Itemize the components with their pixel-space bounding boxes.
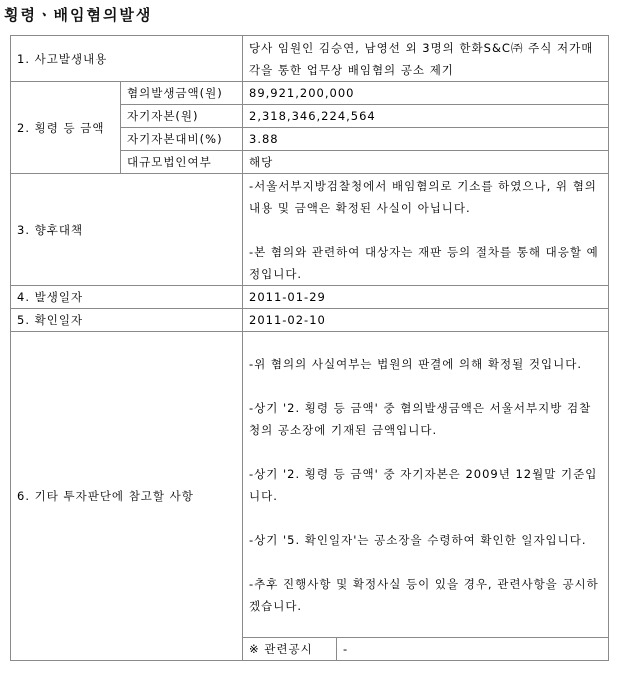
other-para-5: -추후 진행사항 및 확정사실 등이 있을 경우, 관련사항을 공시하겠습니다. xyxy=(249,576,599,613)
suspected-amount-value: 89,921,200,000 xyxy=(243,82,609,105)
measures-label: 3. 향후대책 xyxy=(11,174,243,286)
page-title: 횡령ㆍ배임혐의발생 xyxy=(4,6,153,24)
large-corp-label: 대규모법인여부 xyxy=(121,151,243,174)
row-amount-1 xyxy=(11,82,609,105)
incident-label: 1. 사고발생내용 xyxy=(11,36,243,82)
equity-ratio-value: 3.88 xyxy=(243,128,609,151)
measures-para-2: -본 혐의와 관련하여 대상자는 재판 등의 절차를 통해 대응할 예정입니다. xyxy=(249,244,599,281)
measures-value xyxy=(243,174,609,286)
other-para-1: -위 혐의의 사실여부는 법원의 판결에 의해 확정될 것입니다. xyxy=(249,356,583,371)
occurrence-date-label: 4. 발생일자 xyxy=(11,286,243,309)
confirm-date-value: 2011-02-10 xyxy=(243,309,609,332)
other-para-4: -상기 '5. 확인일자'는 공소장을 수령하여 확인한 일자입니다. xyxy=(249,532,587,547)
suspected-amount-label: 혐의발생금액(원) xyxy=(121,82,243,105)
confirm-date-label: 5. 확인일자 xyxy=(11,309,243,332)
equity-ratio-label: 자기자본대비(%) xyxy=(121,128,243,151)
other-value xyxy=(243,332,609,638)
other-label: 6. 기타 투자판단에 참고할 사항 xyxy=(11,332,243,661)
row-incident xyxy=(11,36,609,82)
row-other xyxy=(11,332,609,638)
equity-label: 자기자본(원) xyxy=(121,105,243,128)
related-value: - xyxy=(337,638,609,661)
measures-para-1: -서울서부지방검찰청에서 배임혐의로 기소를 하였으나, 위 혐의 내용 및 금액은 확정된 사실이 아닙니다. xyxy=(249,178,597,215)
incident-value: 당사 임원인 김승연, 남영선 외 3명의 한화S&C㈜ 주식 저가매각을 통한 업무상 배임혐의 공소 제기 xyxy=(243,36,609,82)
occurrence-date-value: 2011-01-29 xyxy=(243,286,609,309)
amount-label: 2. 횡령 등 금액 xyxy=(11,82,121,174)
row-measures xyxy=(11,174,609,286)
other-para-3: -상기 '2. 횡령 등 금액' 중 자기자본은 2009년 12월말 기준입니다. xyxy=(249,466,598,503)
other-para-2: -상기 '2. 횡령 등 금액' 중 혐의발생금액은 서울서부지방 검찰청의 공소장에 기재된 금액입니다. xyxy=(249,400,592,437)
row-confirm-date xyxy=(11,309,609,332)
related-label: ※ 관련공시 xyxy=(243,638,337,661)
disclosure-table xyxy=(10,35,609,661)
equity-value: 2,318,346,224,564 xyxy=(243,105,609,128)
large-corp-value: 해당 xyxy=(243,151,609,174)
row-occurrence-date xyxy=(11,286,609,309)
